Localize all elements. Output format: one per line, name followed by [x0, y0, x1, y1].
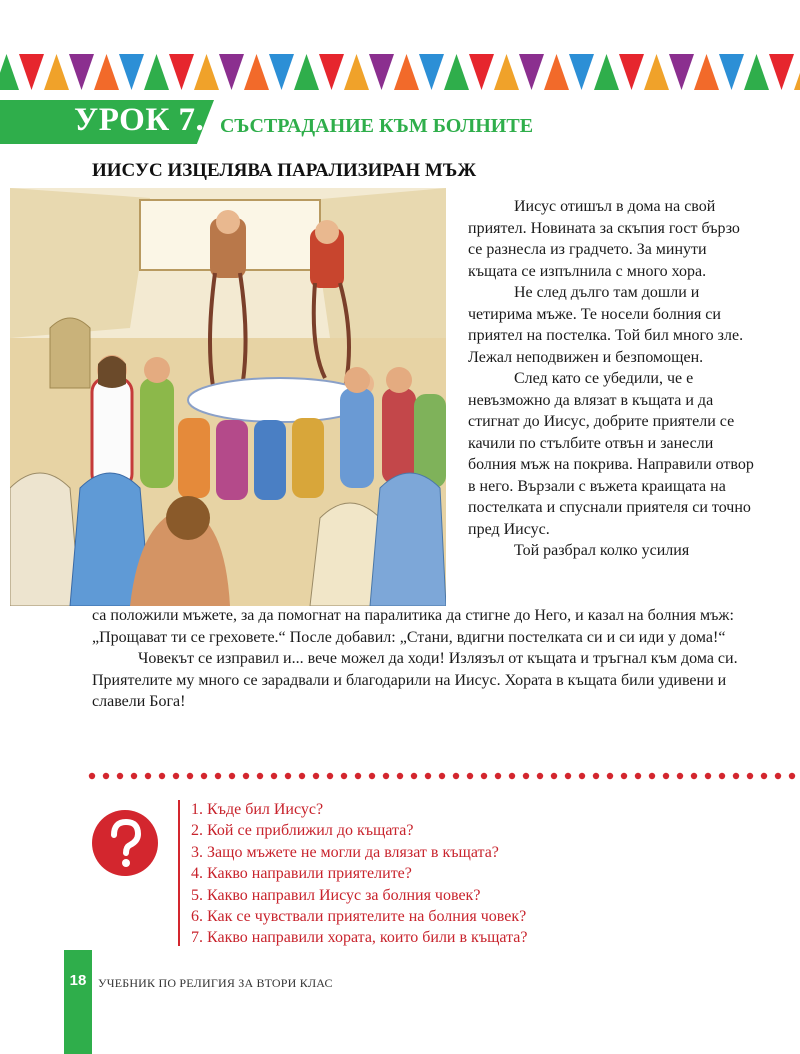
banner-triangle	[569, 54, 594, 90]
banner-triangle	[19, 54, 44, 90]
divider-dot	[621, 773, 627, 779]
divider-dot	[747, 773, 753, 779]
banner-triangle	[594, 54, 619, 90]
banner-triangle	[519, 54, 544, 90]
story-text-side	[468, 196, 754, 562]
divider-dot	[523, 773, 529, 779]
banner-triangle	[0, 54, 19, 90]
divider-dot	[607, 773, 613, 779]
story-paragraph: След като се убедили, че е невъзможно да влязат в къщата и да стигнат до Иисус, добрите приятели се качили по стълбите отвън и занесли болния мъж на покрива. Направили отвор в него. Вързали с въжета краищата на постелката и спуснали приятеля си точно пред Иисус.	[468, 370, 754, 538]
question-item: 1. Къде бил Иисус?	[191, 801, 324, 818]
question-item: 5. Какво направил Иисус за болния човек?	[191, 886, 481, 904]
divider-dot	[705, 773, 711, 779]
banner-triangle	[444, 54, 469, 90]
divider-dot	[187, 773, 193, 779]
divider-dot	[789, 773, 795, 779]
divider-dot	[145, 773, 151, 779]
banner-triangle	[719, 54, 744, 90]
banner-triangle	[119, 54, 144, 90]
divider-dot	[733, 773, 739, 779]
banner-triangle	[644, 54, 669, 90]
divider-dot	[579, 773, 585, 779]
divider-dot	[537, 773, 543, 779]
divider-dot	[551, 773, 557, 779]
divider-dot	[383, 773, 389, 779]
divider-dot	[425, 773, 431, 779]
story-illustration	[10, 188, 446, 606]
divider-dot	[775, 773, 781, 779]
divider-dot	[677, 773, 683, 779]
dotted-divider	[88, 772, 800, 780]
banner-triangle	[344, 54, 369, 90]
banner-triangle	[44, 54, 69, 90]
divider-dot	[103, 773, 109, 779]
divider-dot	[453, 773, 459, 779]
divider-dot	[271, 773, 277, 779]
banner-triangle	[494, 54, 519, 90]
divider-dot	[201, 773, 207, 779]
question-mark-icon	[90, 808, 160, 878]
divider-dot	[229, 773, 235, 779]
banner-triangle	[619, 54, 644, 90]
banner-triangle	[394, 54, 419, 90]
banner-triangle	[694, 54, 719, 90]
banner-triangle	[194, 54, 219, 90]
book-title: УЧЕБНИК ПО РЕЛИГИЯ ЗА ВТОРИ КЛАС	[98, 976, 333, 990]
lesson-subtitle: СЪСТРАДАНИЕ КЪМ БОЛНИТЕ	[220, 115, 534, 137]
story-paragraph: Иисус отишъл в дома на свой приятел. Новината за скъпия гост бързо се разнесла из градчето. За минути къщата се изпълнила с много хора.	[468, 198, 740, 280]
divider-dot	[131, 773, 137, 779]
divider-dot	[663, 773, 669, 779]
divider-dot	[565, 773, 571, 779]
question-item: 4. Какво направили приятелите?	[191, 865, 412, 883]
banner-triangle	[369, 54, 394, 90]
divider-dot	[397, 773, 403, 779]
divider-dot	[369, 773, 375, 779]
divider-dot	[439, 773, 445, 779]
questions-rule	[178, 800, 180, 946]
question-item: 6. Как се чувствали приятелите на болния човек?	[191, 908, 527, 926]
divider-dot	[691, 773, 697, 779]
divider-dot	[635, 773, 641, 779]
banner-triangle	[544, 54, 569, 90]
divider-dot	[761, 773, 767, 779]
question-item: 3. Защо мъжете не могли да влязат в къщата?	[191, 843, 499, 861]
banner-triangle	[69, 54, 94, 90]
divider-dot	[89, 773, 95, 779]
banner-triangle	[294, 54, 319, 90]
divider-dot	[411, 773, 417, 779]
divider-dot	[355, 773, 361, 779]
questions-list	[191, 799, 527, 949]
banner-triangle	[469, 54, 494, 90]
banner-triangle	[769, 54, 794, 90]
footer-green-bar	[64, 950, 92, 1054]
banner-triangle	[744, 54, 769, 90]
story-text-bottom	[92, 605, 756, 713]
divider-dot	[117, 773, 123, 779]
divider-dot	[327, 773, 333, 779]
divider-dot	[649, 773, 655, 779]
banner-triangle	[169, 54, 194, 90]
banner-triangle	[94, 54, 119, 90]
banner-triangle	[269, 54, 294, 90]
story-paragraph: Човекът се изправил и... вече можел да ходи! Излязъл от къщата и тръгнал към дома си. Приятелите му много се зарадвали и благодарили на Иисус. Хората в къщата били удивени и славели Бога!	[92, 650, 738, 710]
divider-dot	[341, 773, 347, 779]
story-paragraph: Не след дълго там дошли и четирима мъже. Те носели болния си приятел на постелка. Той бил много зле. Лежал неподвижен и безпомощен.	[468, 284, 744, 366]
divider-dot	[719, 773, 725, 779]
divider-dot	[495, 773, 501, 779]
page-number: 18	[69, 972, 87, 989]
divider-dot	[159, 773, 165, 779]
banner-triangle	[669, 54, 694, 90]
divider-dot	[173, 773, 179, 779]
divider-dot	[299, 773, 305, 779]
question-item: 7. Какво направили хората, които били в къщата?	[191, 929, 528, 947]
banner-triangle	[144, 54, 169, 90]
divider-dot	[481, 773, 487, 779]
divider-dot	[285, 773, 291, 779]
question-item: 2. Кой се приближил до къщата?	[191, 822, 414, 840]
banner-triangle	[244, 54, 269, 90]
story-paragraph-continued: са положили мъжете, за да помогнат на паралитика да стигне до Него, и казал на болния мъж: „Прощават ти се греховете.“ После добавил: „Стани, вдигни постелката си и си иди у дома!“	[92, 607, 734, 646]
triangle-banner	[0, 54, 800, 90]
story-paragraph: Той разбрал колко усилия	[514, 542, 690, 559]
banner-triangle	[794, 54, 800, 90]
divider-dot	[215, 773, 221, 779]
lesson-number-title: УРОК 7.	[74, 102, 205, 138]
banner-triangle	[319, 54, 344, 90]
banner-triangle	[419, 54, 444, 90]
story-title: ИИСУС ИЗЦЕЛЯВА ПАРАЛИЗИРАН МЪЖ	[92, 160, 477, 181]
divider-dot	[243, 773, 249, 779]
divider-dot	[593, 773, 599, 779]
banner-triangle	[219, 54, 244, 90]
divider-dot	[257, 773, 263, 779]
divider-dot	[467, 773, 473, 779]
divider-dot	[313, 773, 319, 779]
divider-dot	[509, 773, 515, 779]
